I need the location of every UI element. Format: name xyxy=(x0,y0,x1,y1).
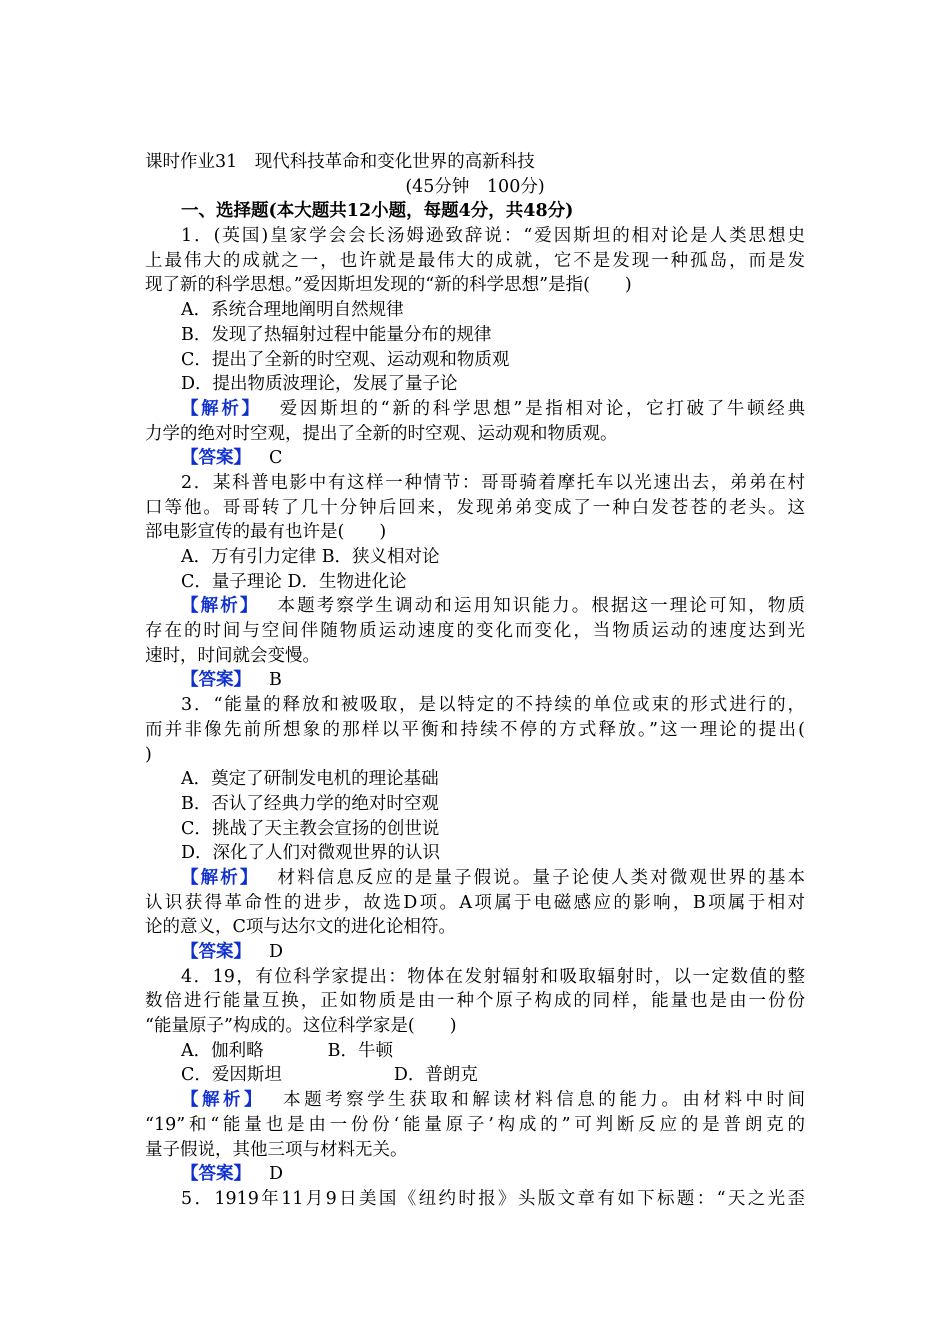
analysis-line: 认识获得革命性的进步，故选D项。A项属于电磁感应的影响，B项属于相对 xyxy=(145,892,805,913)
option-ab: A．万有引力定律 B．狭义相对论 xyxy=(181,547,440,567)
option-d: D．深化了人们对微观世界的认识 xyxy=(181,843,441,864)
question-stem-line: “能量原子”构成的。这位科学家是( ) xyxy=(145,1016,457,1037)
answer-label: 【答案】 xyxy=(181,670,251,691)
option-row xyxy=(145,1063,805,1088)
question-stem-line: ) xyxy=(145,744,152,765)
answer-line xyxy=(145,668,805,693)
option-b: B．发现了热辐射过程中能量分布的规律 xyxy=(181,324,492,345)
analysis-line: 【解析】 爱因斯坦的“新的科学思想”是指相对论，它打破了牛顿经典 xyxy=(181,398,805,419)
analysis-line: 论的意义，C项与达尔文的进化论相符。 xyxy=(145,917,456,938)
question-2 xyxy=(145,471,805,693)
question-stem-line: 部电影宣传的最有也许是( ) xyxy=(145,522,387,543)
analysis-line: 量子假说，其他三项与材料无关。 xyxy=(145,1139,408,1160)
answer-line xyxy=(145,940,805,965)
analysis-line: 【解析】 材料信息反应的是量子假说。量子论使人类对微观世界的基本 xyxy=(181,867,806,888)
answer-value: D xyxy=(269,1164,284,1185)
question-stem-line: 口等他。哥哥转了几十分钟后回来，发现弟弟变成了一种白发苍苍的老头。这 xyxy=(145,497,805,518)
section-heading: 一、选择题(本大题共12小题，每题4分，共48分) xyxy=(181,201,574,222)
analysis-line: 速时，时间就会变慢。 xyxy=(145,645,320,666)
option-c: C．爱因斯坦 xyxy=(181,1065,282,1086)
analysis-line: 存在的时间与空间伴随物质运动速度的变化而变化，当物质运动的速度达到光 xyxy=(145,621,805,642)
page-title: 课时作业31 现代科技革命和变化世界的高新科技 xyxy=(145,152,535,172)
question-stem-line: 4．19，有位科学家提出：物体在发射辐射和吸取辐射时，以一定数值的整 xyxy=(181,966,805,987)
question-stem-line: 现了新的科学思想。”爱因斯坦发现的“新的科学思想”是指( ) xyxy=(145,275,632,296)
option-b: B．牛顿 xyxy=(327,1040,394,1061)
option-cd: C．量子理论 D．生物进化论 xyxy=(181,571,407,592)
question-stem-line: 2．某科普电影中有这样一种情节：哥哥骑着摩托车以光速出去，弟弟在村 xyxy=(181,472,805,493)
option-a: A．系统合理地阐明自然规律 xyxy=(181,300,404,321)
answer-label: 【答案】 xyxy=(181,942,251,962)
option-d: D．普朗克 xyxy=(393,1065,478,1086)
option-a: A．伽利略 xyxy=(181,1040,264,1061)
analysis-label: 【解析】 xyxy=(181,1090,266,1111)
analysis-label: 【解析】 xyxy=(181,596,260,617)
answer-label: 【答案】 xyxy=(181,1164,251,1185)
document-page xyxy=(145,150,805,1212)
analysis-label: 【解析】 xyxy=(181,398,262,419)
answer-value: C xyxy=(269,448,283,469)
answer-label: 【答案】 xyxy=(181,448,251,469)
question-stem-line: 而并非像先前所想象的那样以平衡和持续不停的方式释放。”这一理论的提出( xyxy=(145,719,805,740)
analysis-line: 【解析】 本题考察学生获取和解读材料信息的能力。由材料中时间 xyxy=(181,1090,806,1111)
analysis-line: 力学的绝对时空观，提出了全新的时空观、运动观和物质观。 xyxy=(145,423,618,444)
option-c: C．挑战了天主教会宣扬的创世说 xyxy=(181,818,440,839)
question-3 xyxy=(145,693,805,965)
question-5 xyxy=(145,1187,805,1212)
question-1 xyxy=(145,224,805,471)
analysis-line: 【解析】 本题考察学生调动和运用知识能力。根据这一理论可知，物质 xyxy=(181,596,806,617)
option-c: C．提出了全新的时空观、运动观和物质观 xyxy=(181,349,510,370)
question-stem-line: 3．“能量的释放和被吸取，是以特定的不持续的单位或束的形式进行的， xyxy=(181,695,805,716)
analysis-label: 【解析】 xyxy=(181,867,260,888)
answer-line xyxy=(145,446,805,471)
question-4 xyxy=(145,965,805,1187)
answer-value: D xyxy=(269,942,284,962)
option-row xyxy=(145,1039,805,1064)
question-stem-line: 数倍进行能量互换，正如物质是由一种个原子构成的同样，能量也是由一份份 xyxy=(145,991,805,1012)
page-subtitle: (45分钟 100分) xyxy=(405,176,545,197)
question-stem-line: 5．1919年11月9日美国《纽约时报》头版文章有如下标题：“天之光歪 xyxy=(181,1188,805,1209)
question-stem-line: 1．(英国)皇家学会会长汤姆逊致辞说：“爱因斯坦的相对论是人类思想史 xyxy=(181,226,805,247)
question-stem-line: 上最伟大的成就之一，也许就是最伟大的成就，它不是发现一种孤岛，而是发 xyxy=(145,250,805,271)
option-a: A．奠定了研制发电机的理论基础 xyxy=(181,769,439,790)
analysis-line: “19”和“能量也是由一份份‘能量原子’构成的”可判断反应的是普朗克的 xyxy=(145,1114,805,1135)
answer-value: B xyxy=(269,670,282,691)
option-b: B．否认了经典力学的绝对时空观 xyxy=(181,793,439,814)
answer-line xyxy=(145,1162,805,1187)
option-d: D．提出物质波理论，发展了量子论 xyxy=(181,374,458,395)
